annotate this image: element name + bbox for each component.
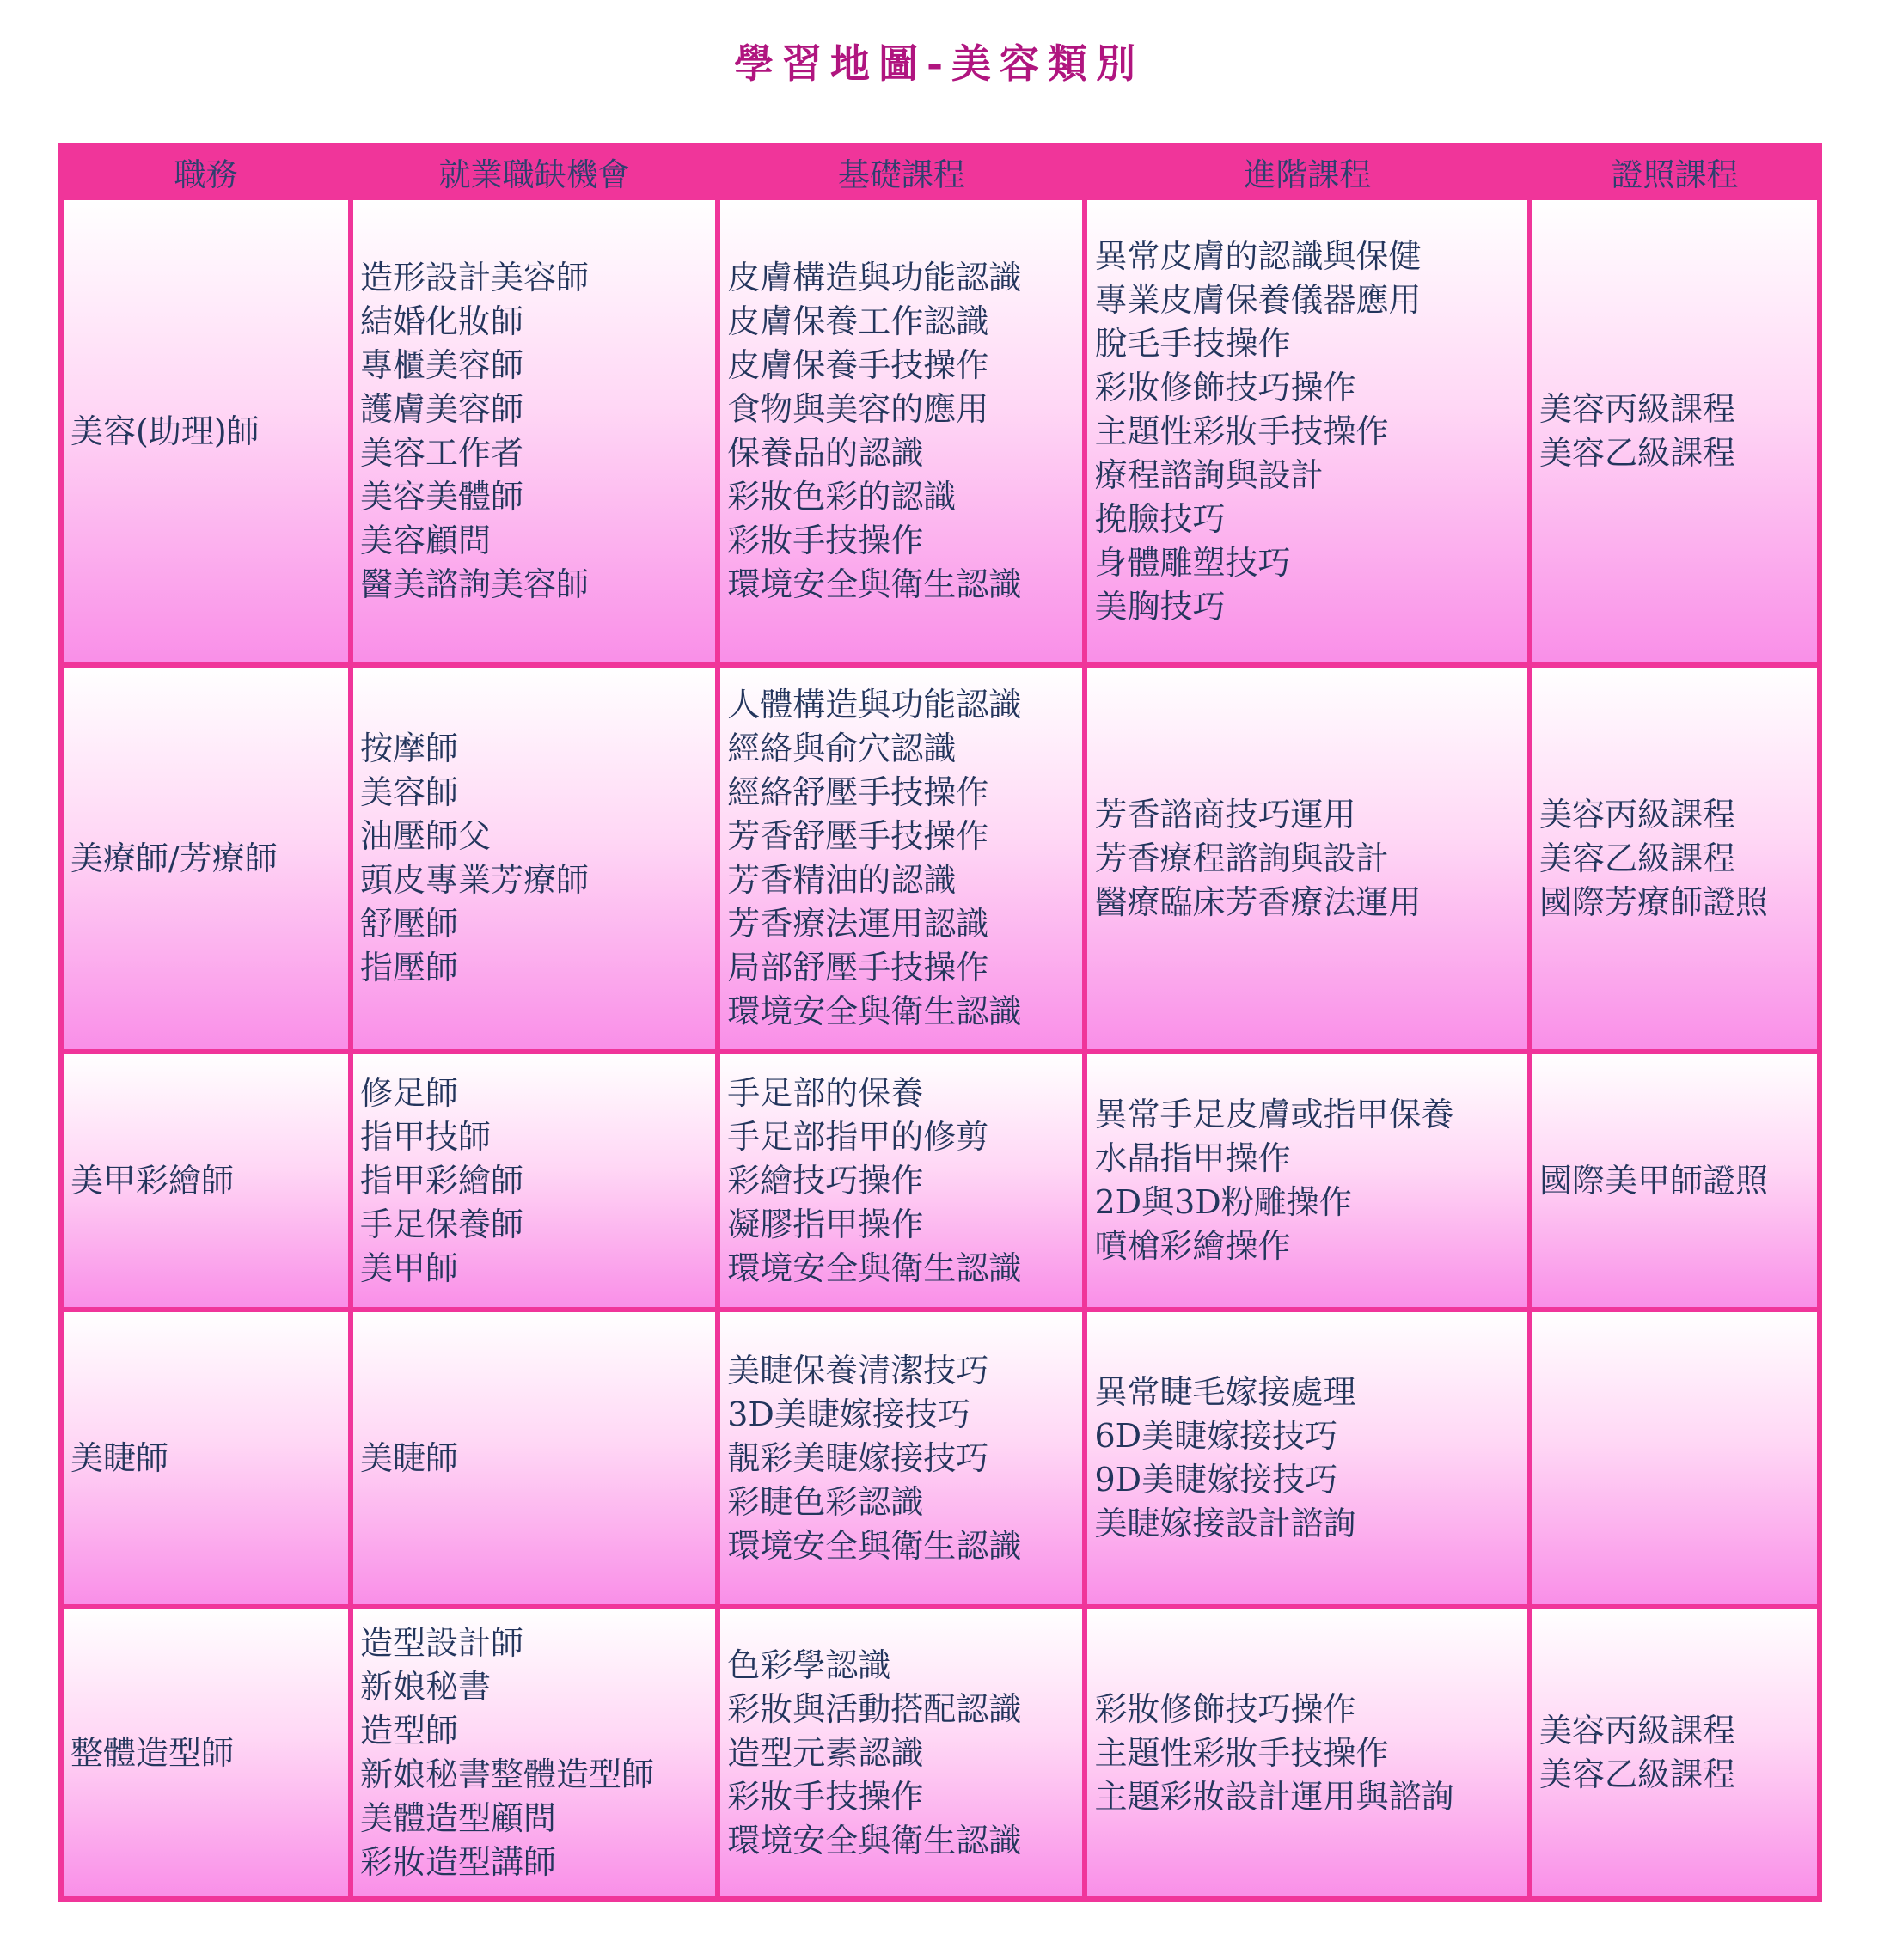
list-item: 美甲師 bbox=[359, 1249, 458, 1287]
header-jobs: 就業職缺機會 bbox=[353, 149, 715, 195]
basic-courses-cell bbox=[720, 200, 1082, 662]
list-item: 環境安全與衛生認識 bbox=[727, 992, 1022, 1030]
list-item: 環境安全與衛生認識 bbox=[727, 565, 1022, 603]
header-advanced-courses: 進階課程 bbox=[1087, 149, 1527, 195]
list-item: 國際芳療師證照 bbox=[1539, 882, 1769, 921]
basic-courses-cell bbox=[720, 668, 1082, 1049]
advanced-courses-cell bbox=[1087, 1054, 1527, 1307]
list-item: 芳香舒壓手技操作 bbox=[727, 817, 989, 855]
list-item: 美容乙級課程 bbox=[1539, 1755, 1736, 1793]
list-item: 造型師 bbox=[359, 1712, 458, 1749]
role-cell bbox=[64, 668, 348, 1049]
list-item: 芳香諮商技巧運用 bbox=[1094, 795, 1356, 833]
list-item: 異常手足皮膚或指甲保養 bbox=[1094, 1096, 1454, 1133]
role-name: 美容(助理)師 bbox=[70, 412, 260, 450]
list-item: 環境安全與衛生認識 bbox=[727, 1526, 1022, 1565]
list-item: 醫美諮詢美容師 bbox=[359, 565, 589, 603]
role-cell bbox=[64, 1312, 348, 1604]
list-item: 3D美睫嫁接技巧 bbox=[727, 1395, 970, 1433]
list-item: 指壓師 bbox=[359, 949, 458, 986]
list-item: 脫毛手技操作 bbox=[1094, 324, 1291, 363]
role-name: 美甲彩繪師 bbox=[70, 1161, 235, 1200]
list-item: 指甲彩繪師 bbox=[359, 1161, 523, 1200]
list-item: 水晶指甲操作 bbox=[1094, 1139, 1291, 1177]
basic-courses-cell bbox=[720, 1312, 1082, 1604]
advanced-courses-cell bbox=[1087, 200, 1527, 662]
list-item: 主題彩妝設計運用與諮詢 bbox=[1094, 1777, 1454, 1816]
list-item: 凝膠指甲操作 bbox=[727, 1205, 924, 1243]
list-item: 噴槍彩繪操作 bbox=[1094, 1227, 1291, 1265]
header-row bbox=[64, 149, 1817, 195]
page-title: 學習地圖-美容類別 bbox=[733, 40, 1145, 87]
advanced-courses-cell bbox=[1087, 1609, 1527, 1896]
list-item: 手足保養師 bbox=[359, 1205, 523, 1243]
jobs-cell bbox=[353, 1054, 715, 1307]
list-item: 護膚美容師 bbox=[359, 390, 523, 428]
certification-courses-cell bbox=[1532, 1609, 1817, 1896]
list-item: 美體造型顧問 bbox=[359, 1799, 556, 1837]
list-item: 彩妝手技操作 bbox=[727, 1777, 924, 1816]
list-item: 彩妝造型講師 bbox=[359, 1843, 556, 1881]
table-row bbox=[64, 1312, 1817, 1604]
role-name: 整體造型師 bbox=[70, 1733, 235, 1772]
list-item: 造形設計美容師 bbox=[359, 259, 589, 296]
list-item: 修足師 bbox=[359, 1073, 458, 1112]
list-item: 手足部的保養 bbox=[727, 1073, 924, 1112]
list-item: 新娘秘書 bbox=[359, 1668, 491, 1706]
jobs-cell bbox=[353, 1312, 715, 1604]
list-item: 彩妝與活動搭配認識 bbox=[727, 1689, 1022, 1728]
list-item: 美容乙級課程 bbox=[1539, 839, 1736, 877]
header-basic-courses: 基礎課程 bbox=[720, 149, 1082, 195]
header-certification-courses: 證照課程 bbox=[1532, 149, 1817, 195]
list-item: 美容丙級課程 bbox=[1539, 390, 1736, 428]
certification-courses-cell bbox=[1532, 668, 1817, 1049]
list-item: 彩妝修飾技巧操作 bbox=[1094, 1689, 1356, 1728]
list-item: 人體構造與功能認識 bbox=[727, 686, 1022, 724]
role-cell bbox=[64, 1054, 348, 1307]
list-item: 靚彩美睫嫁接技巧 bbox=[727, 1438, 989, 1477]
list-item: 皮膚保養手技操作 bbox=[727, 346, 989, 384]
jobs-cell bbox=[353, 1609, 715, 1896]
role-cell bbox=[64, 200, 348, 662]
table-row bbox=[64, 1609, 1817, 1896]
list-item: 醫療臨床芳香療法運用 bbox=[1094, 882, 1422, 921]
advanced-courses-cell bbox=[1087, 1312, 1527, 1604]
header-role: 職務 bbox=[64, 149, 348, 195]
list-item: 美胸技巧 bbox=[1094, 587, 1226, 626]
list-item: 造型設計師 bbox=[359, 1624, 523, 1662]
list-item: 專業皮膚保養儀器應用 bbox=[1094, 280, 1422, 319]
list-item: 芳香療程諮詢與設計 bbox=[1094, 839, 1389, 877]
list-item: 結婚化妝師 bbox=[359, 302, 523, 340]
list-item: 異常睫毛嫁接處理 bbox=[1094, 1373, 1356, 1411]
list-item: 經絡舒壓手技操作 bbox=[727, 773, 989, 811]
list-item: 經絡與俞穴認識 bbox=[727, 730, 957, 767]
list-item: 彩繪技巧操作 bbox=[727, 1161, 924, 1200]
table-row bbox=[64, 200, 1817, 662]
list-item: 2D與3D粉雕操作 bbox=[1094, 1183, 1352, 1221]
learning-map-table bbox=[58, 143, 1822, 1902]
list-item: 美容美體師 bbox=[359, 478, 523, 516]
list-item: 美容丙級課程 bbox=[1539, 795, 1736, 833]
list-item: 美容乙級課程 bbox=[1539, 434, 1736, 472]
list-item: 皮膚構造與功能認識 bbox=[727, 259, 1022, 296]
list-item: 新娘秘書整體造型師 bbox=[359, 1755, 654, 1793]
list-item: 彩妝修飾技巧操作 bbox=[1094, 368, 1356, 406]
list-item: 主題性彩妝手技操作 bbox=[1094, 412, 1389, 450]
list-item: 主題性彩妝手技操作 bbox=[1094, 1733, 1389, 1772]
list-item: 造型元素認識 bbox=[727, 1733, 924, 1772]
list-item: 國際美甲師證照 bbox=[1539, 1161, 1769, 1200]
list-item: 6D美睫嫁接技巧 bbox=[1094, 1417, 1338, 1455]
table-row bbox=[64, 1054, 1817, 1307]
list-item: 保養品的認識 bbox=[727, 434, 924, 472]
basic-courses-cell bbox=[720, 1609, 1082, 1896]
list-item: 美睫嫁接設計諮詢 bbox=[1094, 1505, 1356, 1542]
certification-courses-cell bbox=[1532, 1312, 1817, 1604]
list-item: 彩睫色彩認識 bbox=[727, 1482, 924, 1521]
list-item: 療程諮詢與設計 bbox=[1094, 455, 1324, 494]
list-item: 彩妝手技操作 bbox=[727, 522, 924, 559]
certification-courses-cell bbox=[1532, 200, 1817, 662]
basic-courses-cell bbox=[720, 1054, 1082, 1307]
list-item: 環境安全與衛生認識 bbox=[727, 1821, 1022, 1859]
list-item: 美容顧問 bbox=[359, 522, 491, 559]
list-item: 舒壓師 bbox=[359, 905, 458, 943]
list-item: 異常皮膚的認識與保健 bbox=[1094, 236, 1422, 275]
list-item: 彩妝色彩的認識 bbox=[727, 478, 957, 516]
list-item: 美睫師 bbox=[359, 1438, 458, 1477]
list-item: 美容丙級課程 bbox=[1539, 1712, 1736, 1749]
list-item: 美容師 bbox=[359, 773, 458, 811]
list-item: 局部舒壓手技操作 bbox=[727, 949, 989, 986]
list-item: 食物與美容的應用 bbox=[727, 390, 989, 428]
list-item: 手足部指甲的修剪 bbox=[727, 1117, 989, 1156]
role-name: 美療師/芳療師 bbox=[70, 839, 278, 877]
list-item: 美睫保養清潔技巧 bbox=[727, 1351, 989, 1389]
list-item: 芳香精油的認識 bbox=[727, 861, 957, 899]
list-item: 身體雕塑技巧 bbox=[1094, 543, 1291, 582]
list-item: 皮膚保養工作認識 bbox=[727, 302, 989, 340]
jobs-cell bbox=[353, 200, 715, 662]
list-item: 頭皮專業芳療師 bbox=[359, 861, 589, 899]
advanced-courses-cell bbox=[1087, 668, 1527, 1049]
role-cell bbox=[64, 1609, 348, 1896]
list-item: 油壓師父 bbox=[359, 817, 491, 855]
list-item: 美容工作者 bbox=[359, 434, 523, 472]
jobs-cell bbox=[353, 668, 715, 1049]
table-row bbox=[64, 668, 1817, 1049]
list-item: 9D美睫嫁接技巧 bbox=[1094, 1461, 1338, 1499]
list-item: 芳香療法運用認識 bbox=[727, 905, 989, 943]
list-item: 挽臉技巧 bbox=[1094, 499, 1226, 538]
list-item: 色彩學認識 bbox=[727, 1646, 891, 1684]
list-item: 按摩師 bbox=[359, 730, 458, 767]
list-item: 指甲技師 bbox=[359, 1117, 491, 1156]
certification-courses-cell bbox=[1532, 1054, 1817, 1307]
list-item: 環境安全與衛生認識 bbox=[727, 1249, 1022, 1287]
role-name: 美睫師 bbox=[70, 1438, 169, 1477]
list-item: 專櫃美容師 bbox=[359, 346, 523, 384]
